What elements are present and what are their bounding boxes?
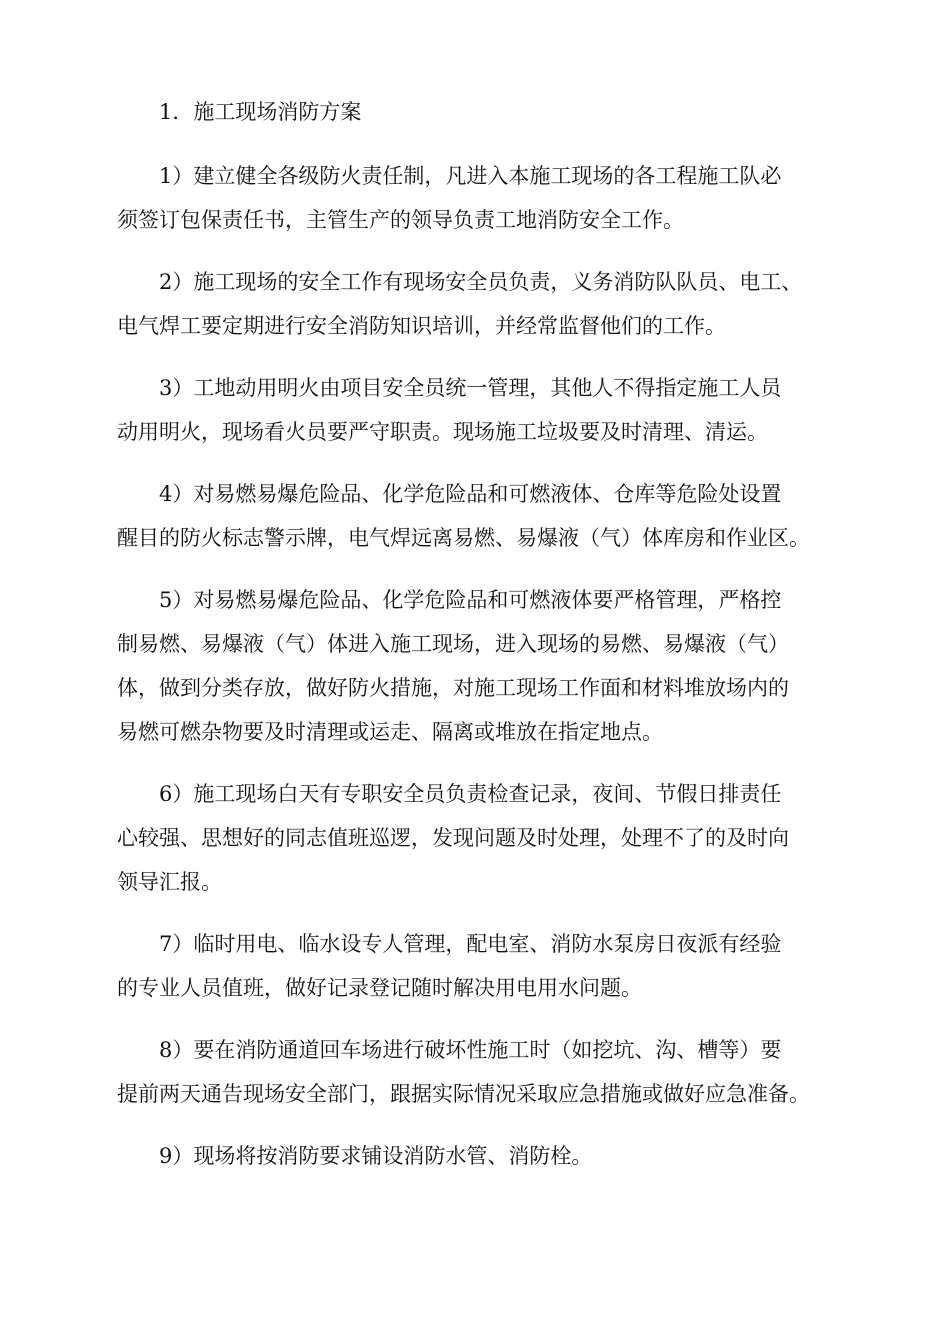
paragraph-line: 须签订包保责任书，主管生产的领导负责工地消防安全工作。 <box>117 208 684 232</box>
paragraph-line: 2）施工现场的安全工作有现场安全员负责，义务消防队队员、电工、 <box>159 270 803 294</box>
paragraph-line: 的专业人员值班，做好记录登记随时解决用电用水问题。 <box>117 976 642 1000</box>
paragraph-line: 6）施工现场白天有专职安全员负责检查记录，夜间、节假日排责任 <box>159 782 782 806</box>
paragraph-line: 制易燃、易爆液（气）体进入施工现场，进入现场的易燃、易爆液（气） <box>117 632 789 656</box>
document-page <box>117 92 847 1196</box>
paragraph-7 <box>117 922 847 1010</box>
paragraph-line: 7）临时用电、临水设专人管理，配电室、消防水泵房日夜派有经验 <box>159 932 782 956</box>
paragraph-line: 体，做到分类存放，做好防火措施，对施工现场工作面和材料堆放场内的 <box>117 676 789 700</box>
paragraph-2 <box>117 260 847 348</box>
paragraph-6 <box>117 772 847 904</box>
paragraph-line: 电气焊工要定期进行安全消防知识培训，并经常监督他们的工作。 <box>117 314 726 338</box>
paragraph-5 <box>117 578 847 754</box>
paragraph-3 <box>117 366 847 454</box>
paragraph-line: 3）工地动用明火由项目安全员统一管理，其他人不得指定施工人员 <box>159 376 782 400</box>
paragraph-line: 8）要在消防通道回车场进行破坏性施工时（如挖坑、沟、槽等）要 <box>159 1038 782 1062</box>
paragraph-1 <box>117 154 847 242</box>
paragraph-4 <box>117 472 847 560</box>
paragraph-line: 5）对易燃易爆危险品、化学危险品和可燃液体要严格管理，严格控 <box>159 588 782 612</box>
section-heading: 1．施工现场消防方案 <box>159 100 362 124</box>
paragraph-line: 领导汇报。 <box>117 870 222 894</box>
paragraph-line: 1）建立健全各级防火责任制，凡进入本施工现场的各工程施工队必 <box>159 164 782 188</box>
paragraph-line: 4）对易燃易爆危险品、化学危险品和可燃液体、仓库等危险处设置 <box>159 482 782 506</box>
paragraph-8 <box>117 1028 847 1116</box>
paragraph-line: 提前两天通告现场安全部门，跟据实际情况采取应急措施或做好应急准备。 <box>117 1082 810 1106</box>
paragraph-line: 醒目的防火标志警示牌，电气焊远离易燃、易爆液（气）体库房和作业区。 <box>117 526 810 550</box>
paragraph-line: 心较强、思想好的同志值班巡逻，发现问题及时处理，处理不了的及时向 <box>117 826 789 850</box>
paragraph-line: 动用明火，现场看火员要严守职责。现场施工垃圾要及时清理、清运。 <box>117 420 768 444</box>
paragraph-line: 9）现场将按消防要求铺设消防水管、消防栓。 <box>159 1144 593 1168</box>
paragraph-9 <box>117 1134 847 1178</box>
paragraph-line: 易燃可燃杂物要及时清理或运走、隔离或堆放在指定地点。 <box>117 720 663 744</box>
